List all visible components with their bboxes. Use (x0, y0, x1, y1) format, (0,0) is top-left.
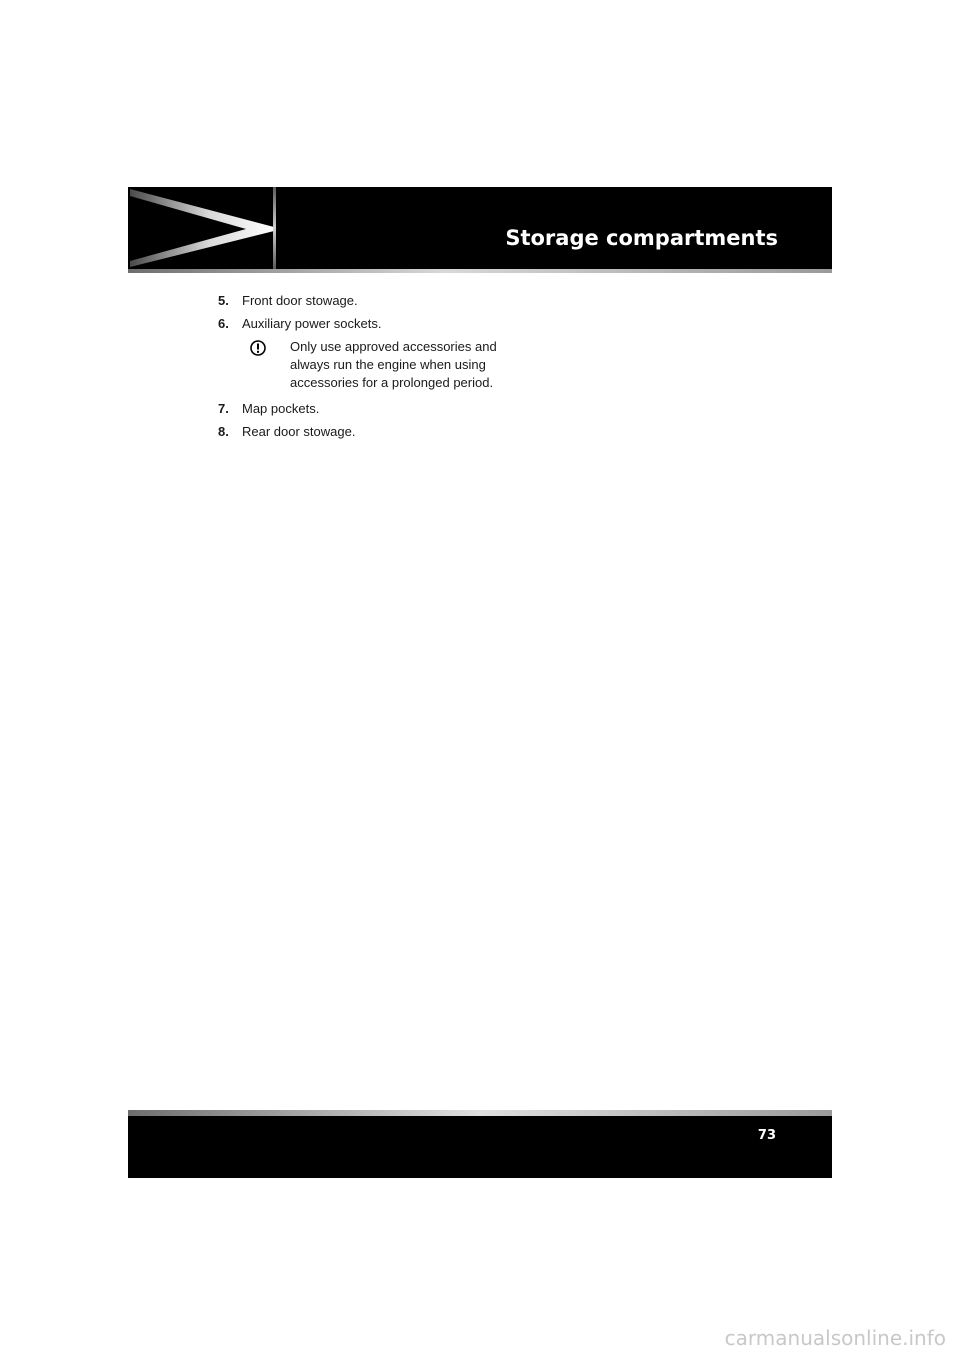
item-number: 8. (218, 424, 229, 439)
list-item (218, 400, 518, 418)
item-text: Map pockets. (242, 401, 320, 416)
page-number: 73 (757, 1128, 776, 1143)
content-list (218, 292, 518, 446)
header-divider (273, 187, 276, 269)
list-item (218, 315, 518, 333)
warning-text: Only use approved accessories and always run the engine when using accessories for a prolonged period. (290, 339, 497, 390)
warning-note (242, 338, 518, 392)
chevron-emblem-icon (128, 187, 274, 269)
item-text: Front door stowage. (242, 293, 358, 308)
item-text: Auxiliary power sockets. (242, 316, 382, 331)
item-text: Rear door stowage. (242, 424, 356, 439)
warning-icon (250, 340, 266, 356)
header-underline (128, 269, 832, 273)
watermark: carmanualsonline.info (724, 1326, 946, 1350)
footer-bar (128, 1116, 832, 1178)
item-number: 5. (218, 293, 229, 308)
list-item (218, 423, 518, 441)
page-title: Storage compartments (505, 226, 778, 250)
item-number: 7. (218, 401, 229, 416)
item-number: 6. (218, 316, 229, 331)
list-item (218, 292, 518, 310)
